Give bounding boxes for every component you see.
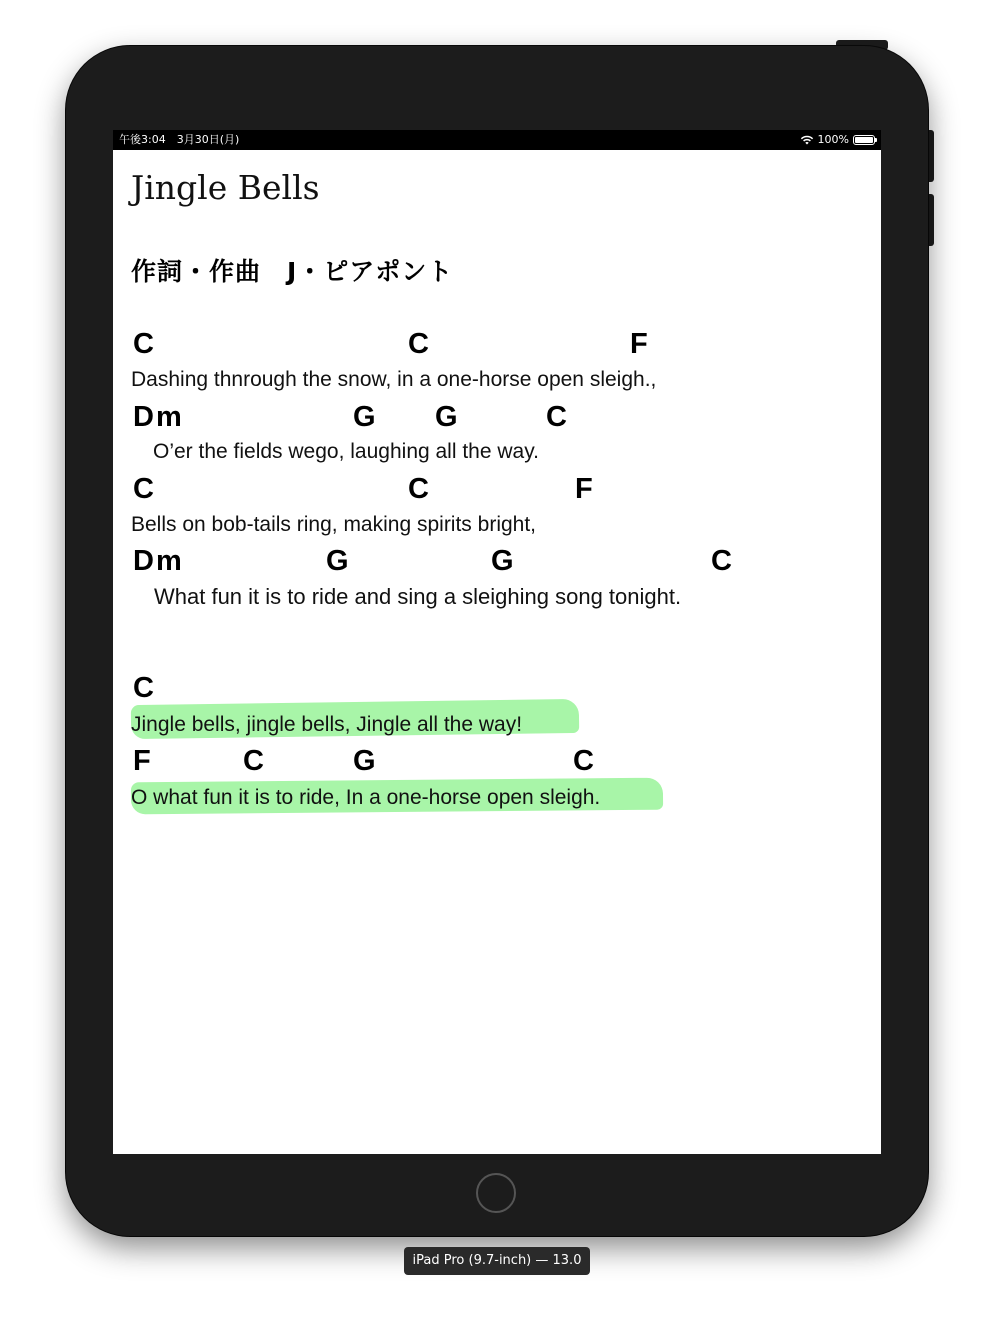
chord: G bbox=[326, 545, 349, 577]
device-label: iPad Pro (9.7-inch) — 13.0 bbox=[404, 1247, 590, 1275]
lyric-line: Dashing thnrough the snow, in a one-horse open sleigh., bbox=[131, 368, 657, 391]
battery-percent: 100% bbox=[817, 133, 849, 146]
wifi-icon bbox=[800, 135, 814, 145]
status-right bbox=[800, 130, 875, 150]
chord: C bbox=[133, 473, 154, 505]
chord: G bbox=[353, 745, 376, 777]
lyric-line-highlighted: Jingle bells, jingle bells, Jingle all the way! bbox=[131, 713, 523, 736]
lyric-line: O’er the fields wego, laughing all the way. bbox=[153, 440, 539, 463]
status-time: 午後3:04 3月30日(月) bbox=[119, 133, 240, 146]
lyric-line: Bells on bob-tails ring, making spirits bright, bbox=[131, 513, 537, 536]
song-credit: 作詞・作曲 J・ピアポント bbox=[131, 257, 454, 286]
chord: C bbox=[243, 745, 264, 777]
chord: Dm bbox=[133, 545, 184, 577]
status-bar bbox=[113, 130, 881, 150]
chord: F bbox=[630, 328, 648, 360]
chord: G bbox=[353, 401, 376, 433]
lyric-line-highlighted: O what fun it is to ride, In a one-horse open sleigh. bbox=[131, 786, 601, 809]
chord: F bbox=[133, 745, 151, 777]
battery-icon bbox=[853, 135, 875, 145]
chord: G bbox=[491, 545, 514, 577]
chord: C bbox=[408, 473, 429, 505]
chord: C bbox=[133, 672, 154, 704]
chord: C bbox=[408, 328, 429, 360]
chord: C bbox=[133, 328, 154, 360]
home-button[interactable] bbox=[476, 1173, 516, 1213]
song-title: Jingle Bells bbox=[131, 168, 320, 207]
chord: F bbox=[575, 473, 593, 505]
chord: C bbox=[573, 745, 594, 777]
chord: C bbox=[711, 545, 732, 577]
chord: G bbox=[435, 401, 458, 433]
chord: C bbox=[546, 401, 567, 433]
screen bbox=[113, 130, 881, 1154]
lyric-line: What fun it is to ride and sing a sleighing song tonight. bbox=[154, 584, 682, 609]
chord: Dm bbox=[133, 401, 184, 433]
